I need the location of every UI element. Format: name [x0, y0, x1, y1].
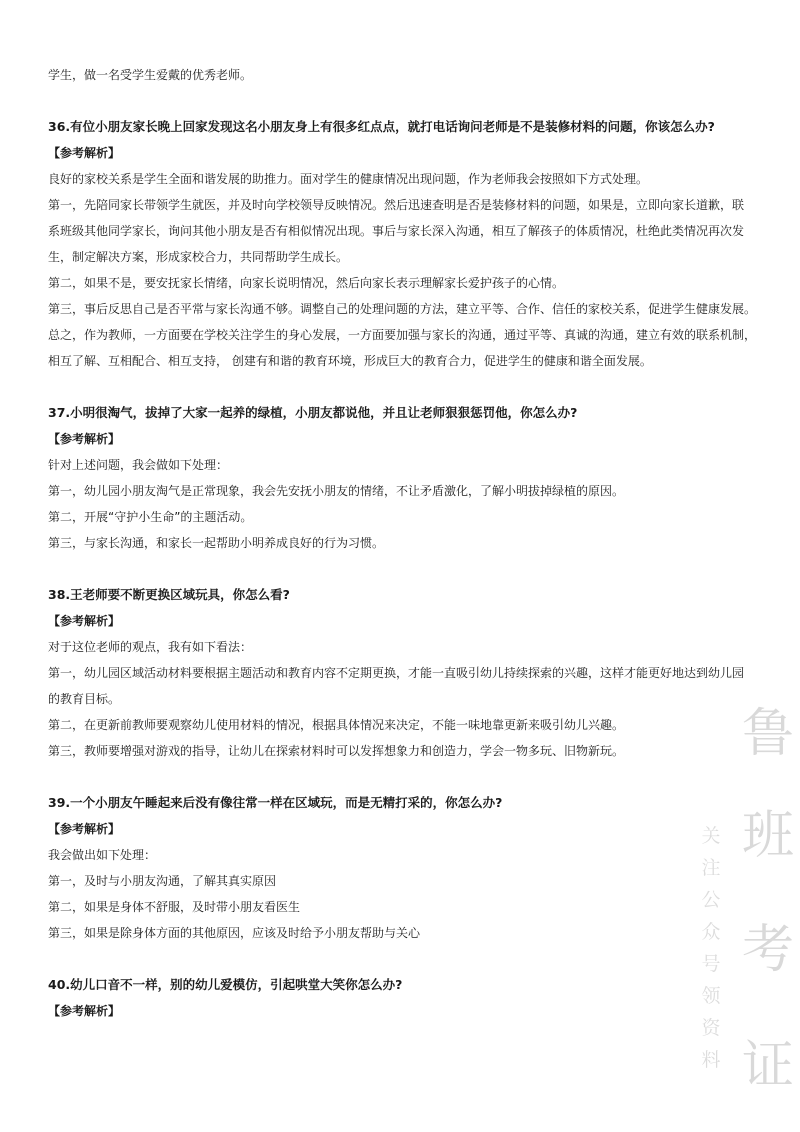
answer-paragraph: 第三，如果是除身体方面的其他原因，应该及时给予小朋友帮助与关心 [48, 926, 421, 940]
answer-tag: 【参考解析】 [48, 146, 121, 160]
intro-text: 学生，做一名受学生爱戴的优秀老师。 [48, 68, 253, 82]
answer-paragraph: 第二，如果不是，要安抚家长情绪，向家长说明情况，然后向家长表示理解家长爱护孩子的心情。 [48, 276, 565, 290]
question-36-title: 36.有位小朋友家长晚上回家发现这名小朋友身上有很多红点点，就打电话询问老师是不是装修材料的问题，你该怎么办? [48, 119, 715, 134]
answer-paragraph: 第三，事后反思自己是否平常与家长沟通不够。调整自己的处理问题的方法，建立平等、合作、信任的家校关系，促进学生健康发展。 [48, 302, 757, 316]
answer-paragraph: 相互了解、互相配合、相互支持， 创建有和谐的教育环境，形成巨大的教育合力，促进学生的健康和谐全面发展。 [48, 354, 652, 368]
answer-paragraph: 的教育目标。 [48, 692, 121, 706]
answer-paragraph: 第二，开展“守护小生命”的主题活动。 [48, 510, 253, 524]
answer-tag: 【参考解析】 [48, 822, 121, 836]
question-36-block [48, 114, 768, 374]
watermark-char: 鲁 [742, 704, 795, 764]
answer-paragraph: 我会做出如下处理： [48, 848, 157, 862]
answer-tag: 【参考解析】 [48, 432, 121, 446]
watermark-char: 证 [742, 1036, 795, 1096]
answer-paragraph: 生，制定解决方案，形成家校合力，共同帮助学生成长。 [48, 250, 349, 264]
question-40-block [48, 972, 768, 1024]
question-39-title: 39.一个小朋友午睡起来后没有像往常一样在区域玩，而是无精打采的，你怎么办? [48, 795, 503, 810]
question-38-block [48, 582, 768, 764]
document-page [48, 62, 768, 1024]
question-37-title: 37.小明很淘气，拔掉了大家一起养的绿植，小朋友都说他，并且让老师狠狠惩罚他，你怎么办? [48, 405, 578, 420]
watermark-char: 班 [742, 806, 795, 866]
answer-paragraph: 第二，如果是身体不舒服，及时带小朋友看医生 [48, 900, 301, 914]
answer-paragraph: 第三，教师要增强对游戏的指导，让幼儿在探索材料时可以发挥想象力和创造力，学会一物多玩、旧物新玩。 [48, 744, 625, 758]
answer-paragraph: 第一，幼儿园小朋友淘气是正常现象，我会先安抚小朋友的情绪，不让矛盾激化，了解小明拔掉绿植的原因。 [48, 484, 625, 498]
watermark-char: 考 [742, 920, 795, 980]
question-38-title: 38.王老师要不断更换区域玩具，你怎么看? [48, 587, 290, 602]
answer-tag: 【参考解析】 [48, 1004, 121, 1018]
answer-paragraph: 针对上述问题，我会做如下处理： [48, 458, 229, 472]
watermark-subtext: 关注公众号领资料 [701, 825, 721, 1071]
answer-paragraph: 总之，作为教师，一方面要在学校关注学生的身心发展，一方面要加强与家长的沟通，通过平等、真诚的沟通，建立有效的联系机制， [48, 328, 757, 342]
answer-paragraph: 良好的家校关系是学生全面和谐发展的助推力。面对学生的健康情况出现问题，作为老师我会按照如下方式处理。 [48, 172, 649, 186]
answer-paragraph: 第一，幼儿园区域活动材料要根据主题活动和教育内容不定期更换，才能一直吸引幼儿持续探索的兴趣，这样才能更好地达到幼儿园 [48, 666, 745, 680]
question-40-title: 40.幼儿口音不一样，别的幼儿爱模仿，引起哄堂大笑你怎么办? [48, 977, 403, 992]
answer-paragraph: 第一，及时与小朋友沟通，了解其真实原因 [48, 874, 277, 888]
answer-paragraph: 第三，与家长沟通，和家长一起帮助小明养成良好的行为习惯。 [48, 536, 385, 550]
answer-tag: 【参考解析】 [48, 614, 121, 628]
answer-paragraph: 系班级其他同学家长，询问其他小朋友是否有相似情况出现。事后与家长深入沟通，相互了解孩子的体质情况，杜绝此类情况再次发 [48, 224, 745, 238]
question-37-block [48, 400, 768, 556]
answer-paragraph: 第二，在更新前教师要观察幼儿使用材料的情况，根据具体情况来决定，不能一味地靠更新来吸引幼儿兴趣。 [48, 718, 625, 732]
answer-paragraph: 第一，先陪同家长带领学生就医，并及时向学校领导反映情况。然后迅速查明是否是装修材料的问题，如果是，立即向家长道歉，联 [48, 198, 745, 212]
answer-paragraph: 对于这位老师的观点，我有如下看法： [48, 640, 253, 654]
question-39-block [48, 790, 768, 946]
